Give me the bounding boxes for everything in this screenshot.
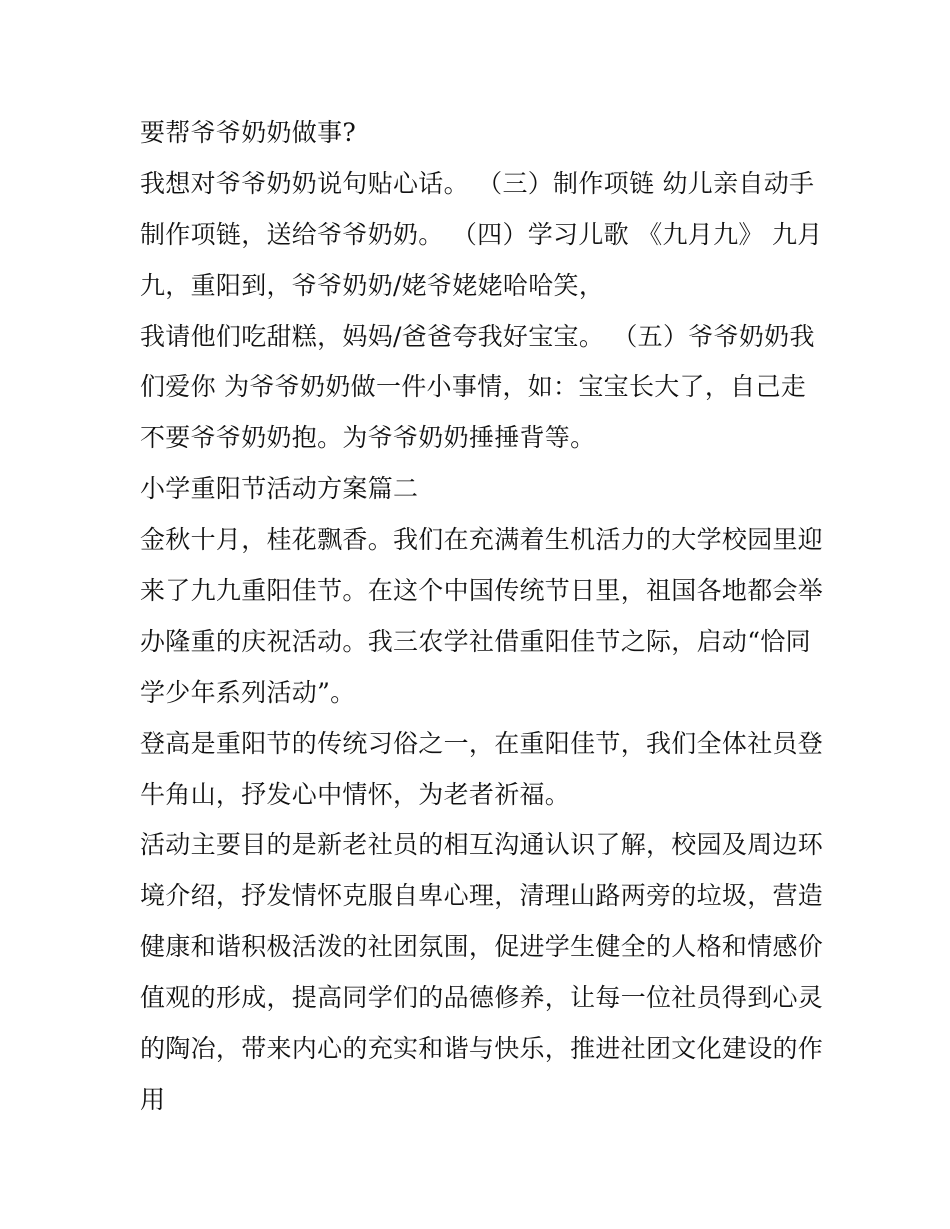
text-line: 牛角山，抒发心中情怀，为老者祈福。 [140,779,571,809]
text-line: 用 [140,1084,166,1114]
text-line: 金秋十月，桂花飘香。我们在充满着生机活力的大学校园里迎 [140,525,824,555]
text-line: 健康和谐积极活泼的社团氛围，促进学生健全的人格和情感价 [140,932,824,962]
section-heading: 小学重阳节活动方案篇二 [140,474,419,504]
text-line: 来了九九重阳佳节。在这个中国传统节日里，祖国各地都会举 [140,576,824,606]
text-line: 登高是重阳节的传统习俗之一，在重阳佳节，我们全体社员登 [140,728,824,758]
text-line: 办隆重的庆祝活动。我三农学社借重阳佳节之际，启动“恰同 [140,626,811,656]
text-line: 的陶冶，带来内心的充实和谐与快乐，推进社团文化建设的作 [140,1034,824,1064]
text-line: 制作项链，送给爷爷奶奶。 （四）学习儿歌 《九月九》 九月 [140,219,823,249]
text-line: 值观的形成，提高同学们的品德修养，让每一位社员得到心灵 [140,983,824,1013]
text-line: 不要爷爷奶奶抱。为爷爷奶奶捶捶背等。 [140,423,596,453]
text-line: 九，重阳到，爷爷奶奶/姥爷姥姥哈哈笑， [140,270,605,300]
text-line: 活动主要目的是新老社员的相互沟通认识了解，校园及周边环 [140,830,824,860]
text-line: 境介绍，抒发情怀克服自卑心理，清理山路两旁的垃圾，营造 [140,881,824,911]
text-line: 们爱你 为爷爷奶奶做一件小事情，如：宝宝长大了，自己走 [140,372,807,402]
text-line: 我请他们吃甜糕，妈妈/爸爸夸我好宝宝。 （五）爷爷奶奶我 [140,321,815,351]
text-line: 我想对爷爷奶奶说句贴心话。 （三）制作项链 幼儿亲自动手 [140,168,815,198]
text-line: 要帮爷爷奶奶做事? [140,118,357,147]
document-body [140,108,824,1126]
text-line: 学少年系列活动”。 [140,677,356,707]
